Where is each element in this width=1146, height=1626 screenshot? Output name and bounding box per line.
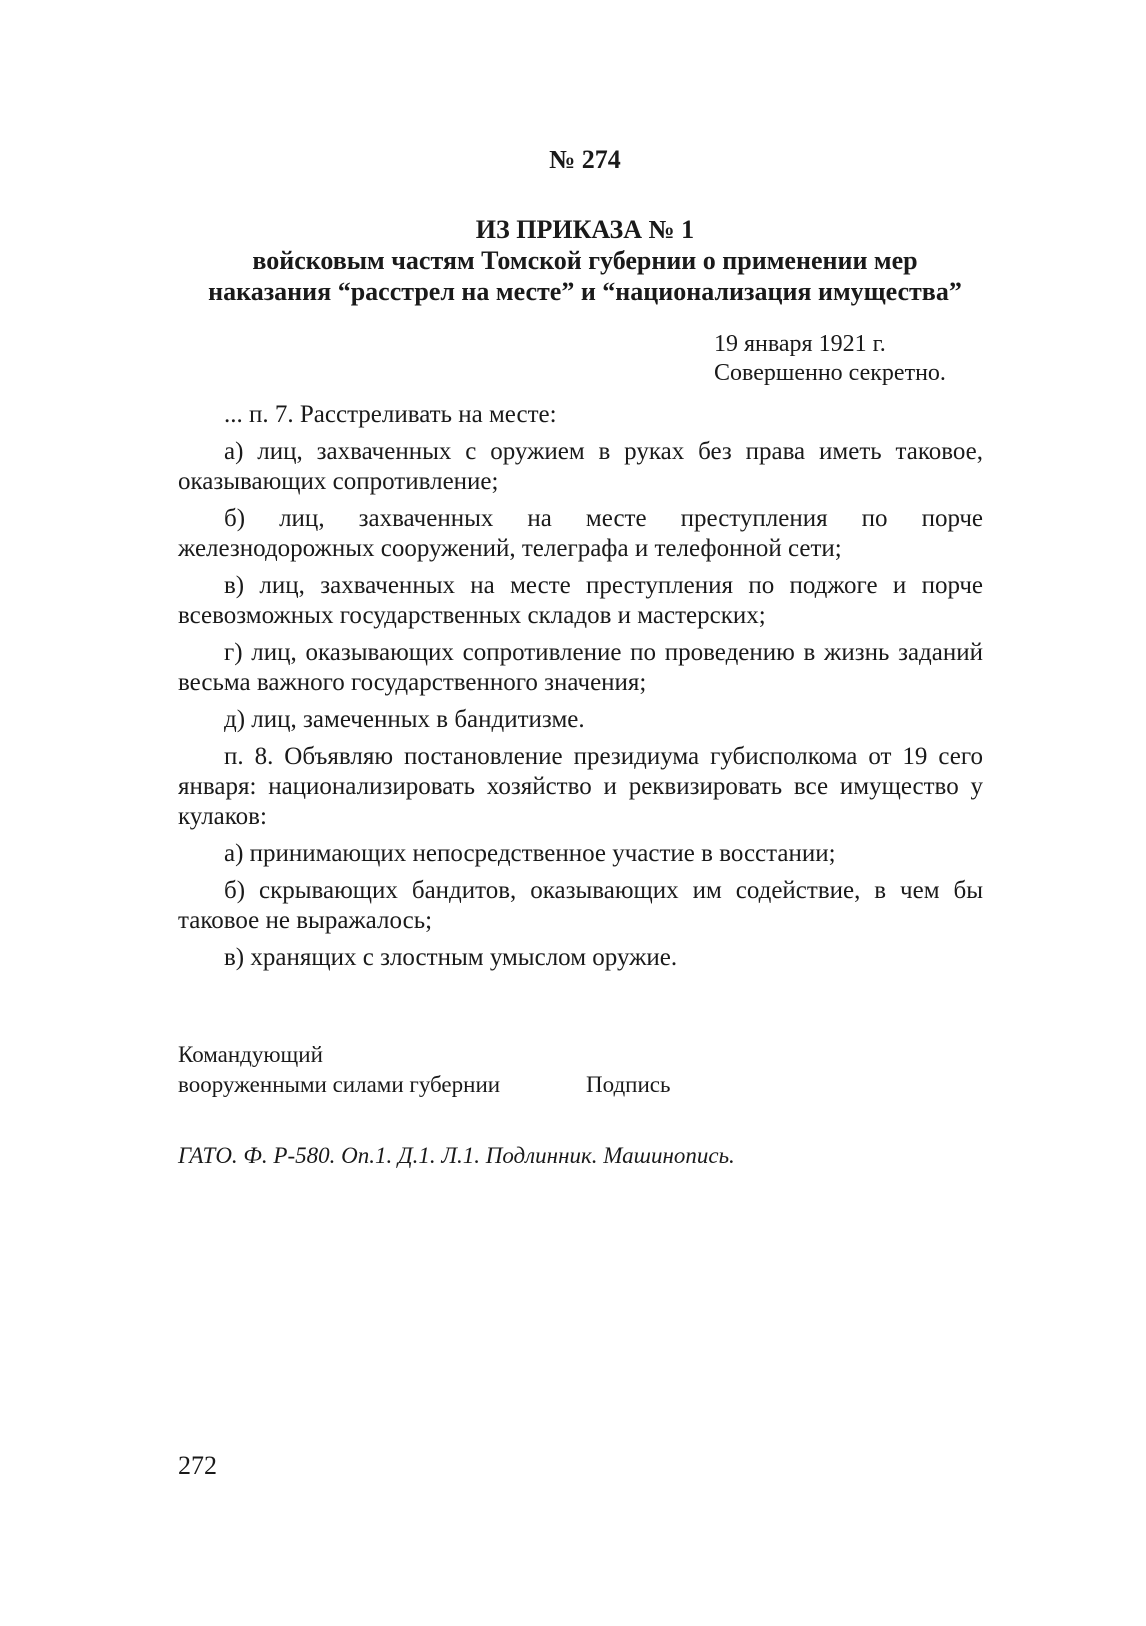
classification-mark: Совершенно секретно. bbox=[714, 360, 946, 386]
paragraph: а) лиц, захваченных с оружием в руках без права иметь таковое, оказывающих сопротивление; bbox=[178, 438, 983, 495]
page-number: 272 bbox=[178, 1451, 217, 1480]
signatory-title-line-1: Командующий bbox=[178, 1042, 323, 1067]
document-title-block bbox=[120, 214, 1050, 307]
paragraph: б) скрывающих бандитов, оказывающих им содействие, в чем бы таковое не выражалось; bbox=[178, 877, 983, 934]
document-subtitle-line-1: войсковым частям Томской губернии о применении мер bbox=[252, 246, 918, 275]
paragraph: п. 8. Объявляю постановление президиума губисполкома от 19 сего января: национализировать хозяйство и реквизировать все имущество у кулаков: bbox=[178, 743, 983, 830]
paragraph: д) лиц, замеченных в бандитизме. bbox=[224, 706, 585, 733]
paragraph: в) хранящих с злостным умыслом оружие. bbox=[224, 944, 678, 971]
signatory-title-line-2: вооруженными силами губернии bbox=[178, 1072, 501, 1097]
document-title: ИЗ ПРИКАЗА № 1 bbox=[475, 215, 695, 244]
archive-reference: ГАТО. Ф. Р-580. Оп.1. Д.1. Л.1. Подлинник. Машинопись. bbox=[178, 1143, 735, 1168]
paragraph: б) лиц, захваченных на месте преступления по порче железнодорожных сооружений, телеграфа и телефонной сети; bbox=[178, 505, 983, 562]
paragraph: ... п. 7. Расстреливать на месте: bbox=[224, 401, 557, 428]
document-subtitle-line-2: наказания “расстрел на месте” и “национализация имущества” bbox=[208, 277, 962, 306]
document-date: 19 января 1921 г. bbox=[714, 331, 886, 357]
document-number: № 274 bbox=[549, 145, 621, 174]
date-block bbox=[714, 330, 946, 388]
paragraph: а) принимающих непосредственное участие в восстании; bbox=[224, 840, 836, 867]
paragraph: в) лиц, захваченных на месте преступления по поджоге и порче всевозможных государственных складов и мастерских; bbox=[178, 572, 983, 629]
signature-mark: Подпись bbox=[586, 1072, 671, 1097]
signature-block bbox=[178, 1040, 671, 1100]
document-body bbox=[178, 400, 983, 980]
paragraph: г) лиц, оказывающих сопротивление по проведению в жизнь заданий весьма важного государственного значения; bbox=[178, 639, 983, 696]
